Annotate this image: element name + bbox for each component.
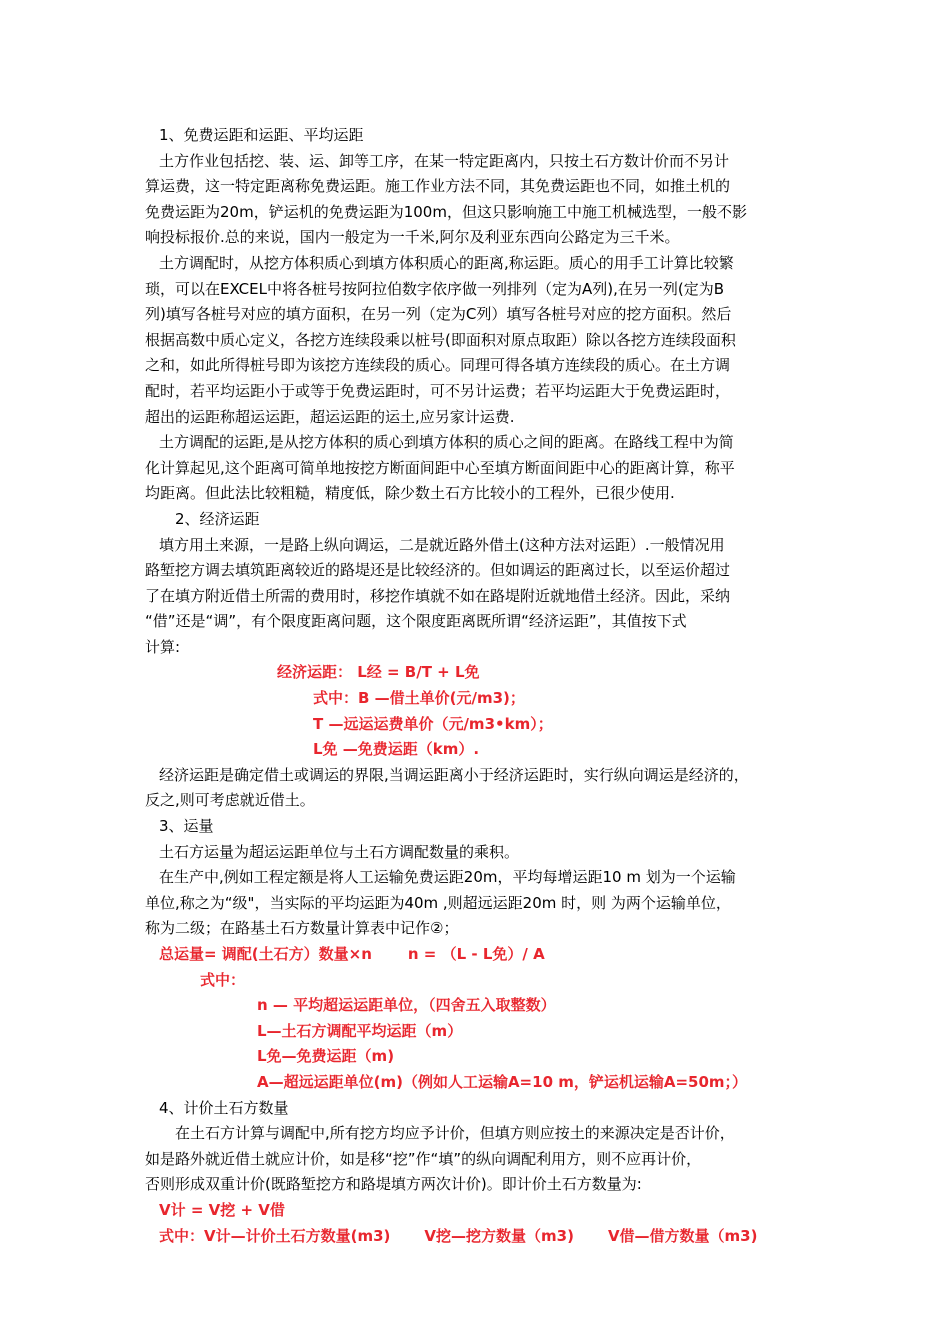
formula-definition: n — 平均超运运距单位，（四舍五入取整数） [257,996,556,1015]
formula-definition: 式中：V计—计价土石方数量(m3) [159,1226,391,1245]
section-1-p2-line: 超出的运距称超运运距，超运运距的运土,应另家计运费. [145,407,515,426]
section-3-p2-line: 称为二级；在路基土石方数量计算表中记作②； [145,919,459,938]
section-2-p1-line: 计算: [145,637,181,656]
section-3-p1-line: 土石方运量为超运运距单位与土石方调配数量的乘积。 [159,842,520,861]
priced-volume-formula: V计 = V挖 + V借 [159,1200,285,1219]
section-4-heading: 4、计价土石方数量 [159,1098,289,1117]
section-1-p2-line: 土方调配时，从挖方体积质心到填方体积质心的距离,称运距。质心的用手工计算比较繁 [159,253,734,272]
economic-distance-formula: 经济运距： L经 = B/T + L免 [277,663,480,682]
section-4-p1-line: 如是路外就近借土就应计价，如是移“挖”作“填”的纵向调配利用方，则不应再计价， [145,1149,702,1168]
section-1-p2-line: 琐，可以在EXCEL中将各桩号按阿拉伯数字依序做一列排列（定为A列),在另一列(定为B [145,279,724,298]
document-body [145,123,815,1249]
section-3-p2-line: 在生产中,例如工程定额是将人工运输免费运距20m，平均每增运距10 m 划为一个运输 [159,868,736,887]
section-1-p2-line: 配时，若平均运距小于或等于免费运距时，可不另计运费；若平均运距大于免费运距时， [145,381,731,400]
section-1-p3-line: 均距离。但此法比较粗糙，精度低，除少数土石方比较小的工程外，已很少使用. [145,484,675,503]
section-2-p1-line: 了在填方附近借土所需的费用时，移挖作填就不如在路堤附近就地借土经济。因此，采纳 [145,586,731,605]
formula-definition: A—超远运距单位(m)（例如人工运输A=10 m，铲运机运输A=50m；） [257,1072,748,1091]
total-volume-formula-b: n = （L - L免）/ A [407,945,545,963]
section-1-p1-line: 免费运距为20m，铲运机的免费运距为100m，但这只影响施工中施工机械选型，一般不影 [145,202,747,221]
section-1-p1-line: 算运费，这一特定距离称免费运距。施工作业方法不同，其免费运距也不同，如推土机的 [145,177,731,196]
section-1-p2-line: 之和，如此所得桩号即为该挖方连续段的质心。同理可得各填方连续段的质心。在土方调 [145,356,731,375]
section-2-p2-line: 经济运距是确定借土或调运的界限,当调运距离小于经济运距时，实行纵向调运是经济的， [159,765,749,784]
section-3-heading: 3、运量 [159,817,214,836]
total-volume-formula-a: 总运量= 调配(土石方）数量×n [159,945,372,963]
section-2-p1-line: “借”还是“调”，有个限度距离问题，这个限度距离既所谓“经济运距”，其值按下式 [145,612,687,631]
section-1-p3-line: 化计算起见,这个距离可简单地按挖方断面间距中心至填方断面间距中心的距离计算，称平 [145,458,735,477]
section-2-heading: 2、经济运距 [175,509,260,528]
formula-definition: V挖—挖方数量（m3) [424,1226,574,1245]
section-1-heading: 1、免费运距和运距、平均运距 [159,126,364,144]
formula-definition: L免—免费运距（m) [257,1047,395,1066]
section-2-p1-line: 路堑挖方调去填筑距离较近的路堤还是比较经济的。但如调运的距离过长，以至运价超过 [145,561,731,580]
section-2-p1-line: 填方用土来源，一是路上纵向调运，二是就近路外借土(这种方法对运距）.一般情况用 [159,535,725,554]
formula-definition: T —远运运费单价（元/m3•km）； [313,714,553,733]
section-1-p2-line: 根据高数中质心定义，各挖方连续段乘以桩号(即面积对原点取距）除以各挖方连续段面积 [145,330,736,349]
section-4-p1-line: 在土石方计算与调配中,所有挖方均应予计价，但填方则应按土的来源决定是否计价， [175,1124,735,1143]
section-3-p2-line: 单位,称之为“级"，当实际的平均运距为40m ,则超远运距20m 时，则 为两个运输单位， [145,893,731,912]
formula-where-label: 式中： [200,970,246,989]
total-volume-formula [145,942,815,968]
formula-definition: L免 —免费运距（km）. [313,740,480,759]
formula-definition: V借—借方数量（m3) [607,1226,758,1245]
formula-definition: L—土石方调配平均运距（m） [257,1021,463,1040]
section-1-p1-line: 土方作业包括挖、装、运、卸等工序，在某一特定距离内，只按土石方数计价而不另计 [159,151,730,170]
section-1-p1-line: 响投标报价.总的来说，国内一般定为一千米,阿尔及利亚东西向公路定为三千米。 [145,228,680,247]
section-1-p3-line: 土方调配的运距,是从挖方体积的质心到填方体积的质心之间的距离。在路线工程中为简 [159,433,734,452]
formula-definition: 式中：B —借土单价(元/m3)； [313,689,525,708]
section-4-p1-line: 否则形成双重计价(既路堑挖方和路堤填方两次计价)。即计价土石方数量为: [145,1175,642,1194]
section-1-p2-line: 列)填写各桩号对应的填方面积，在另一列（定为C列）填写各桩号对应的挖方面积。然后 [145,305,732,324]
section-2-p2-line: 反之,则可考虑就近借土。 [145,791,315,810]
priced-volume-definitions [145,1224,815,1250]
